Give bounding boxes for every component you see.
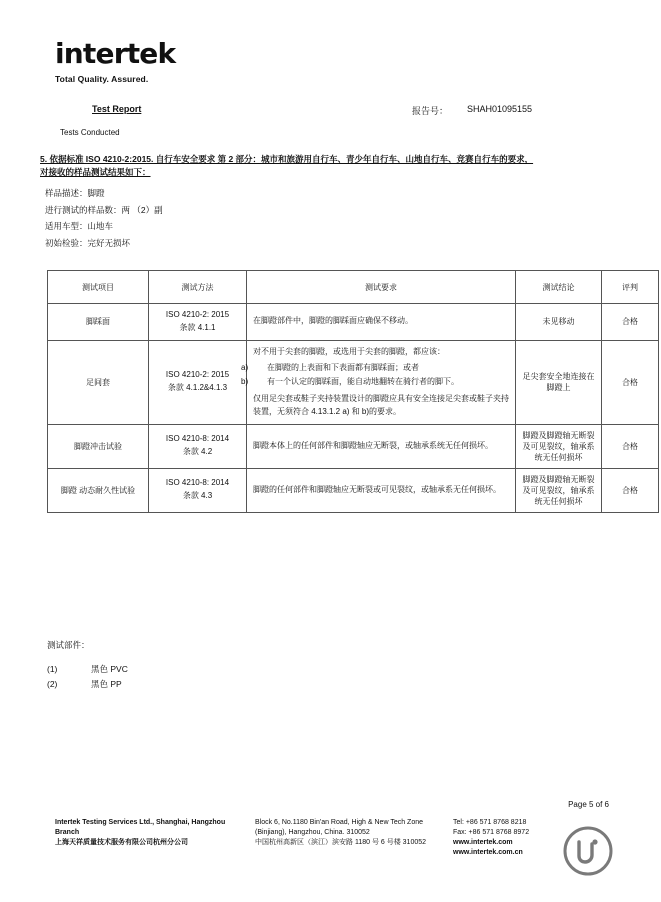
- cell-verdict: 合格: [602, 304, 659, 341]
- cell-method-line1: ISO 4210-2: 2015: [165, 310, 230, 319]
- cell-method-line2: 条款 4.1.2&4.1.3: [167, 383, 228, 393]
- meta-item: 适用车型：山地车: [45, 221, 114, 232]
- cell-method: [149, 468, 247, 512]
- cell-requirement: [247, 468, 516, 512]
- cell-verdict: 合格: [602, 424, 659, 468]
- list-item: [47, 662, 347, 677]
- footer-fax: Fax: +86 571 8768 8972: [453, 829, 530, 837]
- list-text: 在脚蹬的上表面和下表面都有脚踩面；或者: [267, 363, 419, 373]
- report-number-label: 报告号：: [412, 106, 449, 116]
- test-results-table: [47, 270, 659, 513]
- sample-meta-list: [45, 185, 585, 251]
- cell-result: 足尖套安全地连接在脚蹬上: [516, 340, 602, 424]
- table-row: [48, 304, 659, 341]
- report-number-value: SHAH01095155: [467, 104, 533, 114]
- cell-result: 脚蹬及脚蹬轴无断裂及可见裂纹，轴承系统无任何损坏: [516, 424, 602, 468]
- requirement-paragraph: 脚蹬本体上的任何部件和脚蹬轴应无断裂，或轴承系统无任何损坏。: [253, 440, 493, 450]
- cell-method-line2: 条款 4.1.1: [179, 322, 216, 332]
- cell-method: [149, 304, 247, 341]
- table-row: [48, 468, 659, 512]
- test-results-table-wrapper: [47, 270, 638, 513]
- footer-address: [255, 818, 445, 848]
- clause-heading: [40, 153, 615, 179]
- requirement-list-item: [241, 376, 509, 389]
- meta-item: 样品描述：脚蹬: [45, 188, 105, 198]
- part-description: 黑色 PP: [91, 678, 122, 689]
- footer-company-en: Intertek Testing Services Ltd., Shanghai, Hangzhou Branch: [55, 819, 226, 837]
- footer-address-cn: 中国杭州高新区（滨江）滨安路 1180 号 6 号楼 310052: [255, 839, 427, 847]
- part-number: (2): [47, 678, 58, 689]
- cell-item: 脚踩面: [48, 304, 149, 341]
- parts-tested-title: 测试部件：: [47, 640, 90, 650]
- intertek-circle-logo-icon: [561, 822, 615, 876]
- footer-website-cn[interactable]: www.intertek.com.cn: [453, 849, 523, 857]
- meta-item: 初始检验：完好无损坏: [45, 237, 131, 248]
- cell-method-line2: 条款 4.3: [182, 491, 213, 501]
- cell-method: [149, 340, 247, 424]
- cell-verdict: 合格: [602, 468, 659, 512]
- requirement-paragraph: 脚蹬的任何部件和脚蹬轴应无断裂或可见裂纹，或轴承系无任何损坏。: [253, 484, 501, 494]
- requirement-paragraph: 对不用于尖套的脚蹬，或选用于尖套的脚蹬，都应该：: [253, 346, 445, 356]
- cell-method-line1: ISO 4210-8: 2014: [165, 434, 230, 444]
- page-footer: [0, 818, 661, 902]
- column-header-requirement: 测试要求: [247, 271, 516, 304]
- cell-method-line2: 条款 4.2: [182, 447, 213, 457]
- clause-line-1: 5. 依据标准 ISO 4210-2:2015. 自行车安全要求 第 2 部分：城市和旅游用自行车、青少年自行车、山地自行车、竞赛自行车的要求，: [40, 154, 534, 164]
- cell-result: 未见移动: [516, 304, 602, 341]
- footer-address-en: Block 6, No.1180 Bin'an Road, High & New Tech Zone (Binjiang), Hangzhou, China. 310052: [255, 819, 424, 837]
- footer-company-cn: 上海天祥质量技术服务有限公司杭州分公司: [55, 839, 188, 847]
- table-row: [48, 340, 659, 424]
- clause-line-2: 对接收的样品测试结果如下：: [40, 167, 151, 178]
- requirement-paragraph: 仅用足尖套或鞋子夹持装置设计的脚蹬应具有安全连接足尖套或鞋子夹持装置，无须符合 4.13.1.2 a) 和 b)的要求。: [253, 393, 509, 416]
- cell-requirement: [241, 340, 516, 424]
- list-marker: b): [241, 377, 249, 387]
- table-header-row: [48, 271, 659, 304]
- cell-item: 脚蹬冲击试验: [48, 424, 149, 468]
- cell-method-line1: ISO 4210-2: 2015: [165, 370, 230, 380]
- part-number: (1): [47, 664, 58, 674]
- meta-item: 进行测试的样品数：两 （2）副: [45, 204, 163, 215]
- cell-method-line1: ISO 4210-8: 2014: [165, 478, 230, 488]
- brand-tagline: Total Quality. Assured.: [55, 74, 149, 84]
- column-header-method: 测试方法: [149, 271, 247, 304]
- footer-tel: Tel: +86 571 8768 8218: [453, 819, 527, 826]
- column-header-result: 测试结论: [516, 271, 602, 304]
- cell-verdict: 合格: [602, 340, 659, 424]
- footer-website-com[interactable]: www.intertek.com: [453, 839, 513, 847]
- list-item: [47, 677, 347, 692]
- footer-company: [55, 818, 245, 848]
- page-number: Page 5 of 6: [568, 800, 609, 809]
- page-title: Test Report: [92, 104, 142, 114]
- cell-item: 脚蹬 动态耐久性试验: [48, 468, 149, 512]
- list-text: 有一个认定的脚踩面，能自动地翻转在骑行者的脚下。: [267, 377, 459, 387]
- cell-requirement: [247, 304, 516, 341]
- parts-tested-list: [47, 662, 347, 692]
- table-row: [48, 424, 659, 468]
- requirement-paragraph: 在脚蹬部件中，脚蹬的脚踩面应确保不移动。: [253, 316, 413, 326]
- cell-requirement: [247, 424, 516, 468]
- cell-result: 脚蹬及脚蹬轴无断裂及可见裂纹，轴承系统无任何损坏: [516, 468, 602, 512]
- brand-name: intertek: [55, 37, 176, 70]
- brand-logo: [55, 37, 315, 84]
- part-description: 黑色 PVC: [91, 664, 128, 674]
- cell-method: [149, 424, 247, 468]
- column-header-verdict: 评判: [602, 271, 659, 304]
- requirement-list: [241, 362, 509, 389]
- cell-item: 足间套: [48, 340, 149, 424]
- requirement-list-item: [241, 362, 509, 375]
- section-subtitle: Tests Conducted: [60, 128, 120, 137]
- list-marker: a): [241, 363, 249, 373]
- column-header-item: 测试项目: [48, 271, 149, 304]
